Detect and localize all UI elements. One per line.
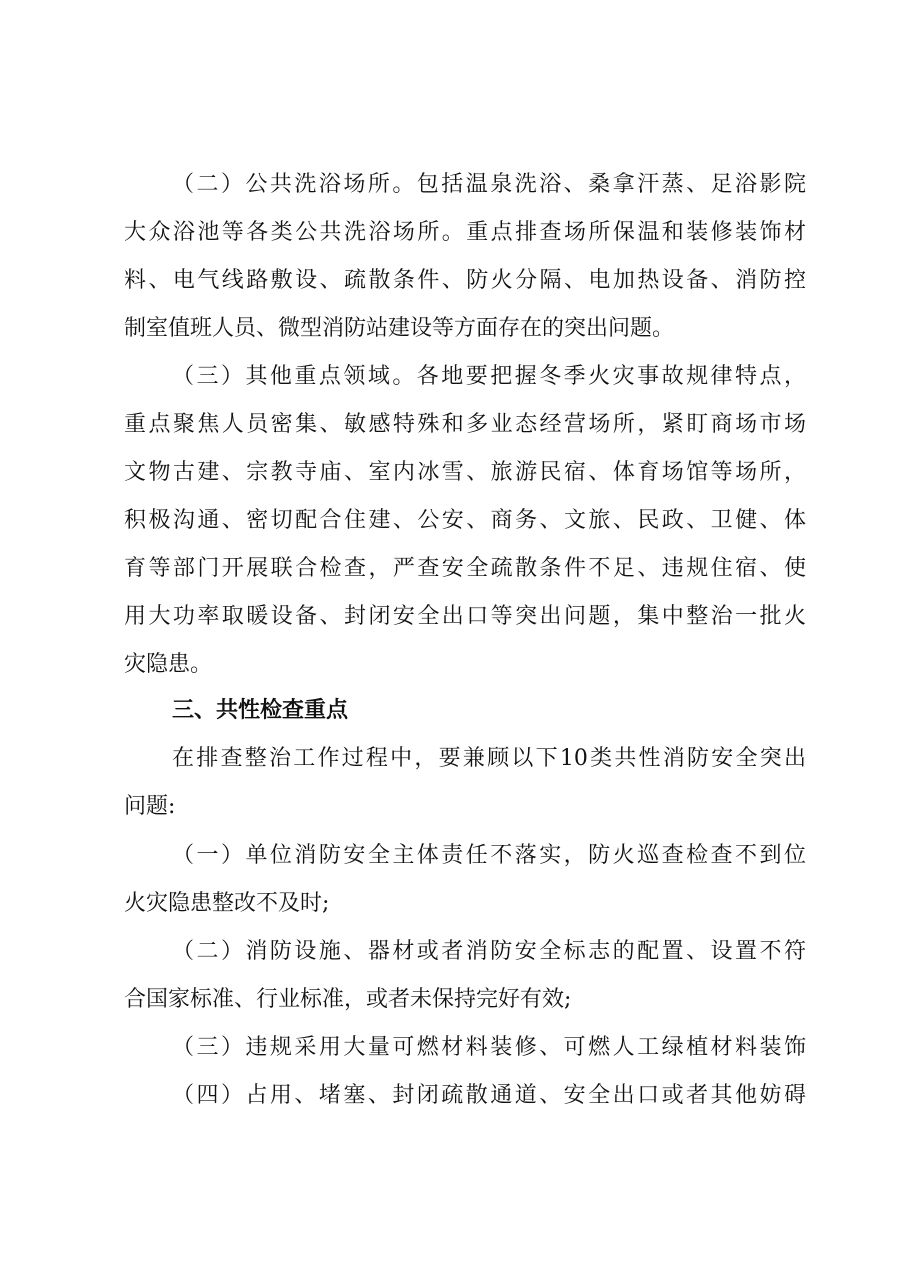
paragraph-line: 重点聚焦人员密集、敏感特殊和多业态经营场所，紧盯商场市场 [124,412,806,437]
list-item-line: （二）消防设施、器材或者消防安全标志的配置、设置不符 [172,939,806,964]
paragraph-line: 料、电气线路敷设、疏散条件、防火分隔、电加热设备、消防控 [124,268,806,293]
paragraph-line: 制室值班人员、微型消防站建设等方面存在的突出问题。 [124,316,675,341]
list-item-line: （一）单位消防安全主体责任不落实，防火巡查检查不到位 [172,843,806,868]
paragraph-line: （二）公共洗浴场所。包括温泉洗浴、桑拿汗蒸、足浴影院 [172,172,806,197]
paragraph-line: 积极沟通、密切配合住建、公安、商务、文旅、民政、卫健、体 [124,508,806,533]
paragraph-line: （三）其他重点领域。各地要把握冬季火灾事故规律特点， [172,364,806,389]
paragraph-line: 文物古建、宗教寺庙、室内冰雪、旅游民宿、体育场馆等场所， [124,460,806,485]
paragraph-line: 用大功率取暖设备、封闭安全出口等突出问题，集中整治一批火 [124,604,806,629]
paragraph-line: 在排查整治工作过程中，要兼顾以下10类共性消防安全突出 [172,746,806,771]
list-item-line: （三）违规采用大量可燃材料装修、可燃人工绿植材料装饰 [172,1035,806,1060]
list-item-line: 合国家标准、行业标准，或者未保持完好有效; [124,987,572,1012]
paragraph-line: 灾隐患。 [124,652,213,677]
section-heading: 三、共性检查重点 [172,698,349,723]
list-item-line: （四）占用、堵塞、封闭疏散通道、安全出口或者其他妨碍 [172,1083,806,1108]
list-item-line: 火灾隐患整改不及时; [124,891,330,916]
paragraph-line: 育等部门开展联合检查，严查安全疏散条件不足、违规住宿、使 [124,556,806,581]
paragraph-line: 问题: [124,794,176,819]
paragraph-line: 大众浴池等各类公共洗浴场所。重点排查场所保温和装修装饰材 [124,220,806,245]
